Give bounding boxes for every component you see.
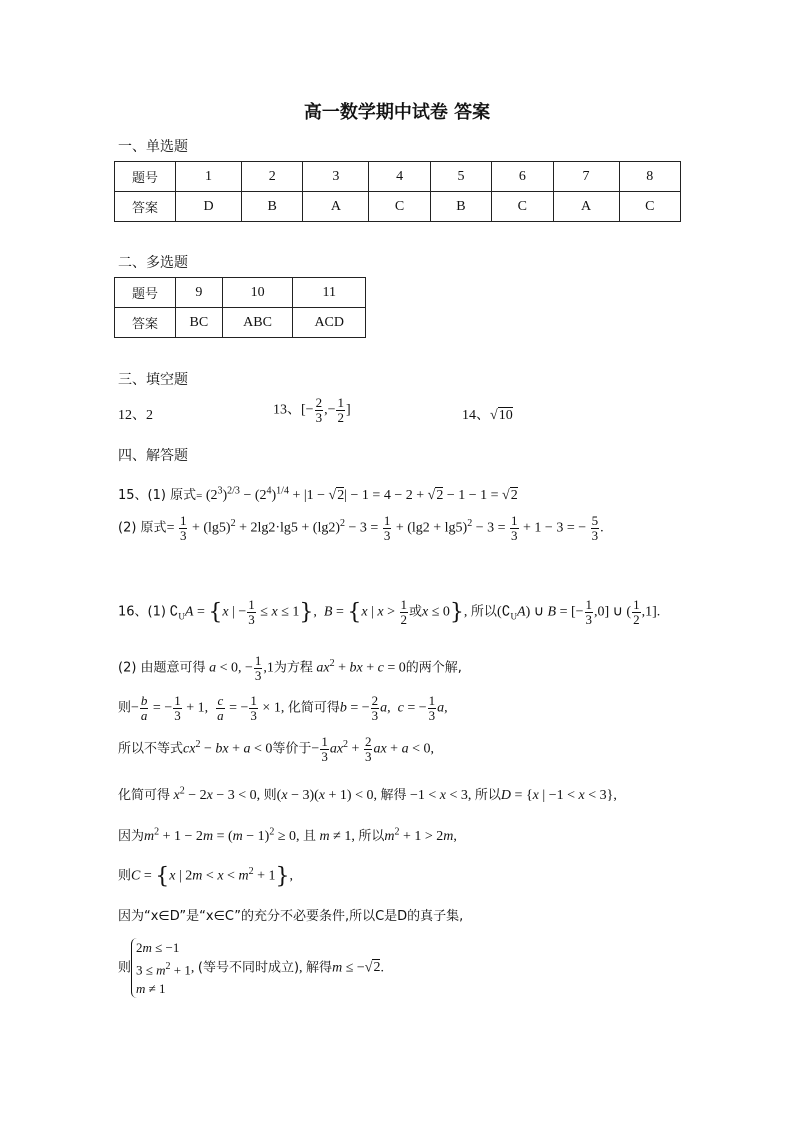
q16-so: 所以 bbox=[470, 604, 497, 620]
section-fill-blank: 三、填空题 bbox=[118, 372, 188, 388]
table-cell: 2 bbox=[242, 162, 303, 192]
table-cell: B bbox=[242, 192, 303, 222]
table-cell: 6 bbox=[492, 162, 553, 192]
q14-label: 14、 bbox=[462, 408, 490, 423]
q13-label: 13、 bbox=[273, 402, 301, 418]
q16-p2-intro: (2) 由题意可得 bbox=[118, 660, 206, 676]
q16-label: 16、(1) bbox=[118, 604, 166, 620]
q16-part1: 16、(1) $∁_UA = \{x$ | − $\frac{1}{3}$ ≤ x ≤ 1}, B = {x | x > $\frac{1}{2}$ 或x ≤ 0}, 所以$(∁_UA)$ ∪ B = [− $\frac{1}{3}$ ,0] ∪ ( $\frac{1}{2}$ ,1]. bbox=[118, 597, 661, 627]
q16-because: 因为 bbox=[118, 829, 145, 844]
q16-so2: 所以 bbox=[474, 788, 501, 803]
q16-part2-line7: 因为“x∈D”是“x∈C”的充分不必要条件,所以C是D的真子集, bbox=[118, 909, 464, 924]
q16-p2-mid: 为方程 bbox=[273, 660, 313, 676]
multi-choice-table bbox=[114, 277, 366, 338]
section-single-choice: 一、单选题 bbox=[118, 139, 188, 155]
condition-system: 2m ≤ −1 $3 \le m^2 + 1$ m ≠ 1 bbox=[131, 938, 191, 998]
answer-label: 答案 bbox=[115, 308, 176, 338]
table-cell: B bbox=[430, 192, 491, 222]
q16-then4: 则 bbox=[118, 960, 132, 976]
q14-value: 10 bbox=[498, 408, 513, 423]
table-cell: 11 bbox=[293, 278, 366, 308]
table-cell: 7 bbox=[553, 162, 619, 192]
q16-ineq-label: 所以不等式 bbox=[118, 741, 184, 757]
q16-and: 且 bbox=[303, 829, 317, 844]
table-row bbox=[115, 278, 366, 308]
answer-q13: 13、[− $\frac{2}{3}$ ,− $\frac{1}{2}$ ] bbox=[273, 395, 351, 425]
table-cell: 5 bbox=[430, 162, 491, 192]
section-solutions: 四、解答题 bbox=[118, 448, 188, 464]
table-cell: C bbox=[492, 192, 553, 222]
q16-part2-line3: 所以不等式$cx^2$ − bx + a < 0等价于− $\frac{1}{3}$ $ax^2$ + $\frac{2}{3}$ ax + a < 0, bbox=[118, 734, 434, 764]
table-cell: ABC bbox=[222, 308, 293, 338]
q15-part1: 15、(1) 原式= $(2^3)^{2/3} - (2^4)^{1/4} + |1 - √2| - 1 = 4 - 2 + √2 - 1 - 1 = √2$ bbox=[118, 485, 518, 503]
table-cell: C bbox=[619, 192, 680, 222]
q16-part2-line1: (2) 由题意可得 a < 0, − $\frac{1}{3}$ ,1为方程 $ax^2$ + bx + c = 0的两个解, bbox=[118, 653, 462, 683]
q16-simplify: 化简可得 bbox=[287, 700, 340, 716]
answer-q14: 14、√10 bbox=[462, 408, 513, 423]
header-label: 题号 bbox=[115, 278, 176, 308]
q16-part2-line6: 则C = {x | $2m < x < m^2 + 1$}, bbox=[118, 864, 293, 889]
table-cell: A bbox=[553, 192, 619, 222]
q16-part2-line5: 因为$m^2 + 1 - 2m = (m - 1)^2 \ge 0$, 且 m ≠ 1, 所以$m^2 + 1 > 2m$, bbox=[118, 826, 457, 844]
q16-note: (等号不同时成立) bbox=[197, 960, 300, 976]
table-row bbox=[115, 162, 681, 192]
page-title: 高一数学期中试卷 答案 bbox=[303, 102, 491, 123]
q16-part2-line4: 化简可得 $x^2 - 2x - 3 < 0$, 则(x − 3)(x + 1) < 0, 解得 −1 < x < 3, 所以D = {x | −1 < x < 3}, bbox=[118, 785, 617, 803]
q16-simplify2: 化简可得 bbox=[118, 788, 171, 803]
q16-p2-end: 的两个解, bbox=[405, 660, 462, 676]
table-cell: ACD bbox=[293, 308, 366, 338]
q16-then2: 则 bbox=[263, 788, 277, 803]
table-cell: A bbox=[303, 192, 369, 222]
table-cell: C bbox=[369, 192, 430, 222]
q16-then3: 则 bbox=[118, 868, 132, 884]
table-cell: 8 bbox=[619, 162, 680, 192]
single-choice-table bbox=[114, 161, 681, 222]
table-row bbox=[115, 308, 366, 338]
q15-part2: (2) 原式= $\frac{1}{3}$ + $(\lg 5)^2 + 2\lg 2\cdot\lg 5 + (\lg 2)^2 - 3$ = $\frac{1}{3}$ + $(\lg 2 + \lg 5)^2 - 3$ = $\frac{1}{3}$ + 1 − 3 = − $\frac{5}{3}$ . bbox=[118, 513, 604, 543]
header-label: 题号 bbox=[115, 162, 176, 192]
table-cell: 3 bbox=[303, 162, 369, 192]
q16-equiv: 等价于 bbox=[272, 741, 312, 757]
q16-so3: 所以 bbox=[358, 829, 385, 844]
answer-q12: 12、2 bbox=[118, 408, 153, 423]
table-cell: D bbox=[176, 192, 242, 222]
table-cell: 9 bbox=[176, 278, 223, 308]
q16-part2-line2: 则− $\frac{b}{a}$ = − $\frac{1}{3}$ + 1, $\frac{c}{a}$ = − $\frac{1}{3}$ × 1, 化简可得b = − $\frac{2}{3}$ a, c = − $\frac{1}{3}$ a, bbox=[118, 693, 448, 723]
q15-label: 15、(1) 原式 bbox=[118, 488, 197, 503]
table-row bbox=[115, 192, 681, 222]
q16-then: 则 bbox=[118, 700, 132, 716]
section-multi-choice: 二、多选题 bbox=[118, 255, 188, 271]
q15-part2-label: (2) 原式 bbox=[118, 520, 167, 536]
table-cell: BC bbox=[176, 308, 223, 338]
table-cell: 4 bbox=[369, 162, 430, 192]
answer-label: 答案 bbox=[115, 192, 176, 222]
q16-solve2: 解得 bbox=[306, 960, 333, 976]
q16-solve: 解得 bbox=[380, 788, 407, 803]
q16-part2-line8: 则2m ≤ −1 $3 \le m^2 + 1$ m ≠ 1, (等号不同时成立), 解得m ≤ −√2. bbox=[118, 940, 384, 997]
table-cell: 1 bbox=[176, 162, 242, 192]
table-cell: 10 bbox=[222, 278, 293, 308]
